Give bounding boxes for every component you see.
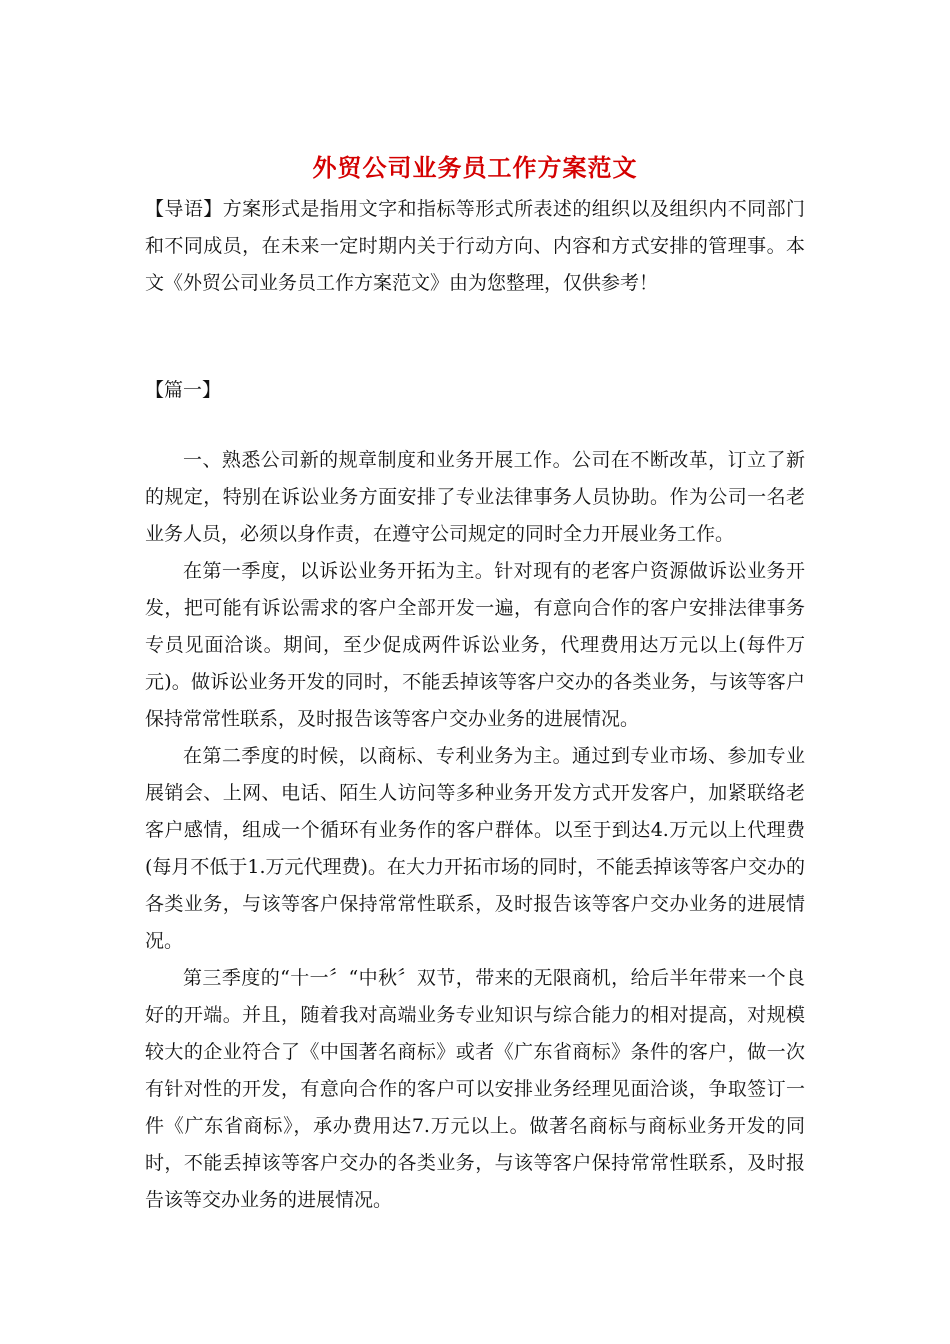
- document-title: 外贸公司业务员工作方案范文: [312, 153, 638, 182]
- paragraph: 第三季度的“十一〞“中秋〞双节，带来的无限商机，给后半年带来一个良好的开端。并且，随着我对高端业务专业知识与综合能力的相对提高，对规模较大的企业符合了《中国著名商标》或者《广东省商标》条件的客户，做一次有针对性的开发，有意向合作的客户可以安排业务经理见面洽谈，争取签订一件《广东省商标》，承办费用达7.万元以上。做著名商标与商标业务开发的同时，不能丢掉该等客户交办的各类业务，与该等客户保持常常性联系，及时报告该等交办业务的进展情况。: [145, 967, 805, 1211]
- paragraph: 一、熟悉公司新的规章制度和业务开展工作。公司在不断改革，订立了新的规定，特别在诉讼业务方面安排了专业法律事务人员协助。作为公司一名老业务人员，必须以身作责，在遵守公司规定的同时全力开展业务工作。: [145, 449, 805, 545]
- paragraph: 在第二季度的时候，以商标、专利业务为主。通过到专业市场、参加专业展销会、上网、电话、陌生人访问等多种业务开发方式开发客户，加紧联络老客户感情，组成一个循环有业务作的客户群体。以至于到达4.万元以上代理费(每月不低于1.万元代理费)。在大力开拓市场的同时，不能丢掉该等客户交办的各类业务，与该等客户保持常常性联系，及时报告该等客户交办业务的进展情况。: [145, 745, 805, 952]
- body-text: [145, 442, 805, 1219]
- paragraph: 在第一季度，以诉讼业务开拓为主。针对现有的老客户资源做诉讼业务开发，把可能有诉讼需求的客户全部开发一遍，有意向合作的客户安排法律事务专员见面洽谈。期间，至少促成两件诉讼业务，代理费用达万元以上(每件万元)。做诉讼业务开发的同时，不能丢掉该等客户交办的各类业务，与该等客户保持常常性联系，及时报告该等客户交办业务的进展情况。: [145, 560, 805, 730]
- section-heading: 【篇一】: [145, 379, 222, 401]
- intro-paragraph: 【导语】方案形式是指用文字和指标等形式所表述的组织以及组织内不同部门和不同成员，在未来一定时期内关于行动方向、内容和方式安排的管理事。本文《外贸公司业务员工作方案范文》由为您整理，仅供参考！: [145, 198, 805, 294]
